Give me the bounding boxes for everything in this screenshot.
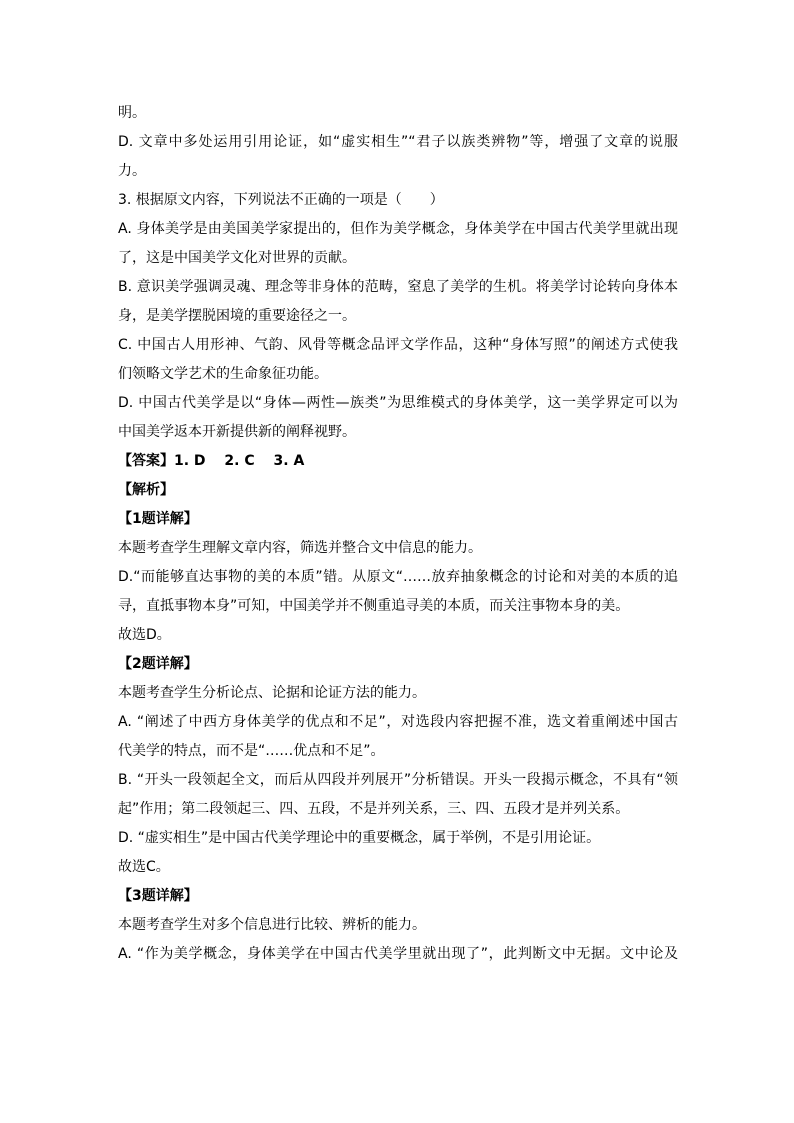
text-line: D.“而能够直达事物的美的本质”错。从原文“……放弃抽象概念的讨论和对美的本质的追 [118,569,678,585]
text-line: 身，是美学摆脱困境的重要途径之一。 [118,308,356,324]
text-line: 本题考查学生分析论点、论据和论证方法的能力。 [118,685,426,701]
text-line: 【解析】 [118,482,174,498]
text-line: 起”作用；第二段领起三、四、五段，不是并列关系，三、四、五段才是并列关系。 [118,801,630,817]
text-line: 们领略文学艺术的生命象征功能。 [118,366,328,382]
text-line: 【1题详解】 [118,511,198,527]
text-line: 故选D。 [118,627,171,643]
text-line: D. 中国古代美学是以“身体—两性—族类”为思维模式的身体美学，这一美学界定可以为 [118,395,678,411]
document-body [118,99,678,969]
text-line: 寻，直抵事物本身”可知，中国美学并不侧重追寻美的本质，而关注事物本身的美。 [118,598,630,614]
text-line: 3. 根据原文内容，下列说法不正确的一项是（ ） [118,192,444,208]
text-line: 【答案】1. D 2. C 3. A [118,453,305,469]
text-line: 明。 [118,105,146,121]
text-line: A. 身体美学是由美国美学家提出的，但作为美学概念，身体美学在中国古代美学里就出现 [118,221,678,237]
text-line: 力。 [118,163,146,179]
text-line: A. “作为美学概念，身体美学在中国古代美学里就出现了”，此判断文中无据。文中论及 [118,946,678,962]
text-line: 中国美学返本开新提供新的阐释视野。 [118,424,356,440]
text-line: 代美学的特点，而不是“……优点和不足”。 [118,743,385,759]
text-line: C. 中国古人用形神、气韵、风骨等概念品评文学作品，这种“身体写照”的阐述方式使我 [118,337,678,353]
text-line: A. “阐述了中西方身体美学的优点和不足”，对选段内容把握不准，选文着重阐述中国古 [118,714,678,730]
text-line: 本题考查学生理解文章内容，筛选并整合文中信息的能力。 [118,540,482,556]
text-line: D. 文章中多处运用引用论证，如“虚实相生”“君子以族类辨物”等，增强了文章的说服 [118,134,678,150]
text-line: 了，这是中国美学文化对世界的贡献。 [118,250,356,266]
text-line: 【3题详解】 [118,888,198,904]
text-line: 本题考查学生对多个信息进行比较、辨析的能力。 [118,917,426,933]
text-line: 【2题详解】 [118,656,198,672]
text-line: B. “开头一段领起全文，而后从四段并列展开”分析错误。开头一段揭示概念，不具有“领 [118,772,678,788]
text-line: D. “虚实相生”是中国古代美学理论中的重要概念，属于举例，不是引用论证。 [118,830,601,846]
text-line: 故选C。 [118,859,170,875]
text-line: B. 意识美学强调灵魂、理念等非身体的范畴，窒息了美学的生机。将美学讨论转向身体本 [118,279,678,295]
